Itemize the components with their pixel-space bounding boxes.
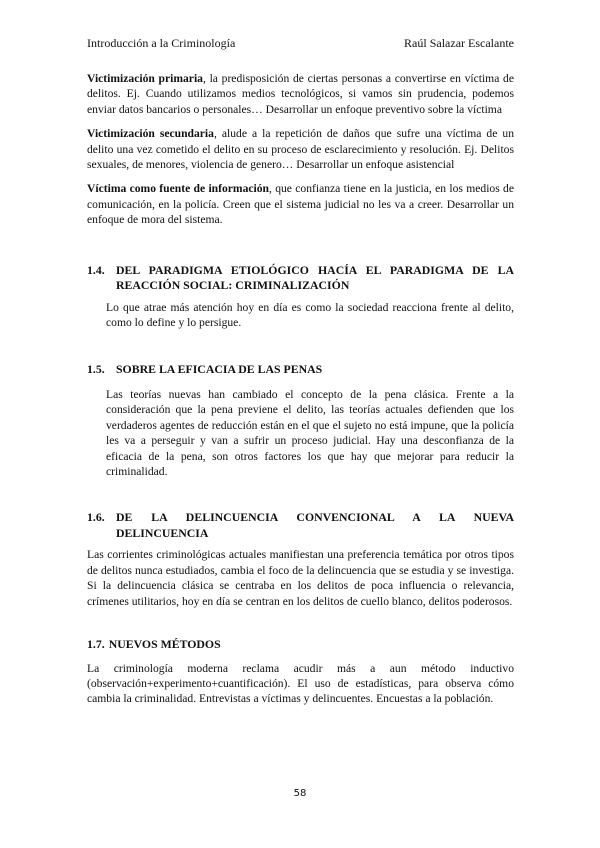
section-heading — [87, 510, 514, 541]
section-1-4 — [87, 263, 514, 331]
intro-term: Victimización secundaria — [87, 127, 214, 141]
section-title: SOBRE LA EFICACIA DE LAS PENAS — [116, 362, 323, 377]
intro-text: , alude a la repetición de daños que sufre una víctima de un delito una vez cometido el delito en su proceso de esclarecimiento y resolución. Ej. Delitos sexuales, de menores, violencia de genero… Desarrollar un enfoque asistencial — [87, 127, 514, 172]
header-book-title: Introducción a la Criminología — [87, 36, 236, 50]
intro-paragraph — [87, 71, 514, 117]
page-body — [87, 71, 514, 707]
section-heading — [87, 637, 514, 653]
section-title: DE LA DELINCUENCIA CONVENCIONAL A LA NUEVA DELINCUENCIA — [116, 510, 514, 540]
section-1-6 — [87, 510, 514, 609]
section-body: Las corrientes criminológicas actuales manifiestan una preferencia temática por otros tipos de delitos nunca estudiados, cambia el foco de la delincuencia que se estudia y se investiga. Si la delincuencia clásica se centraba en los delitos de poca influencia o relevancia, crímenes utilitarios, hoy en día se centran en los delitos de cuello blanco, delitos poderosos. — [87, 548, 514, 608]
section-number: 1.7. — [87, 637, 105, 652]
section-number: 1.4. — [87, 262, 105, 277]
section-heading — [87, 362, 514, 378]
section-title: DEL PARADIGMA ETIOLÓGICO HACÍA EL PARADIGMA DE LA REACCIÓN SOCIAL: CRIMINALIZACIÓN — [116, 262, 514, 293]
intro-paragraph — [87, 181, 514, 227]
section-body: La criminología moderna reclama acudir más a aun método inductivo (observación+experimento+cuantificación). El uso de estadísticas, para observa cómo cambia la criminalidad. Entrevistas a víctimas y delincuentes. Encuestas a la población. — [87, 661, 514, 706]
header-author: Raúl Salazar Escalante — [404, 36, 514, 50]
section-title: NUEVOS MÉTODOS — [108, 637, 221, 652]
intro-text: , la predisposición de ciertas personas a convertirse en víctima de delitos. Ej. Cuando utilizamos medios tecnológicos, si vamos sin prudencia, podemos enviar datos bancarios o personales… Desarrollar un enfoque preventivo sobre la víctima — [87, 72, 514, 116]
section-1-5 — [87, 362, 514, 479]
section-body: Lo que atrae más atención hoy en día es como la sociedad reacciona frente al delito, como lo define y lo persigue. — [106, 300, 514, 330]
intro-text: , que confianza tiene en la justicia, en los medios de comunicación, en la policía. Creen que el sistema judicial no les va a creer. Desarrollar un enfoque de mora del sistema. — [87, 182, 515, 227]
page-number: 58 — [293, 788, 307, 799]
section-heading — [87, 263, 514, 294]
section-1-7 — [87, 637, 514, 707]
section-body: Las teorías nuevas han cambiado el concepto de la pena clásica. Frente a la consideración que la pena previene el delito, las teorías actuales defienden que los verdaderos agentes de reducción están en el que el sujeto no está impune, que la policía les va a perseguir y van a sufrir un proceso judicial. Hay una desconfianza de la eficacia de la pena, son otros factores los que hay que mejorar para reducir la criminalidad. — [106, 387, 514, 478]
intro-term: Victimización primaria — [87, 72, 203, 85]
section-number: 1.6. — [87, 510, 105, 525]
intro-term: Víctima como fuente de información — [87, 182, 269, 196]
intro-paragraph — [87, 126, 514, 172]
section-number: 1.5. — [87, 362, 105, 377]
